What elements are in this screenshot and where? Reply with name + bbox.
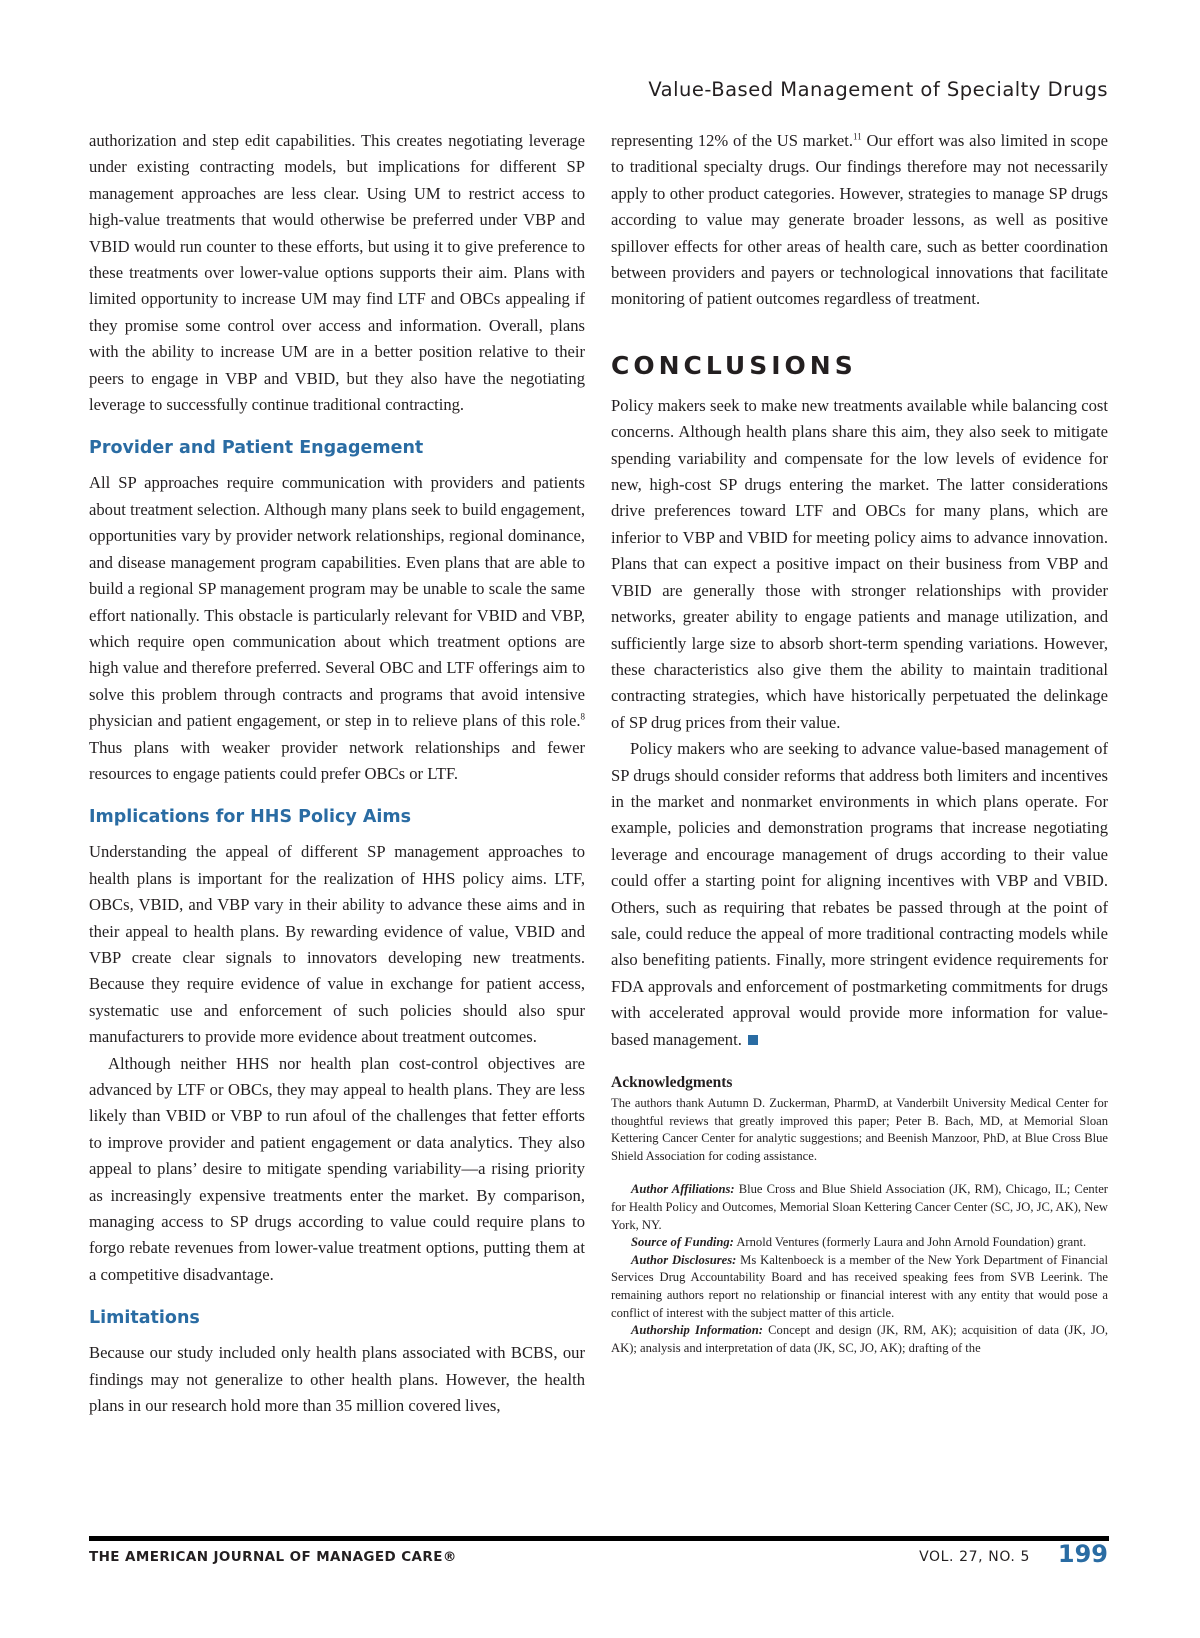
note-label: Source of Funding:	[631, 1235, 734, 1250]
section-heading-hhs-policy: Implications for HHS Policy Aims	[89, 807, 412, 828]
paragraph-text: Our effort was also limited in scope to traditional specialty drugs. Our findings therefore may not necessarily apply to other product categories. However, strategies to manage SP drugs according to value may generate broader lessons, as well as positive spillover effects for other areas of health care, such as better coordination between providers and payers or technological innovations that facilitate monitoring of patient outcomes regardless of treatment.	[611, 131, 1108, 309]
page-number: 199	[1057, 1540, 1108, 1568]
section-heading-limitations: Limitations	[89, 1308, 200, 1329]
running-head: Value-Based Management of Specialty Drugs	[648, 78, 1108, 101]
section-heading-provider-engagement: Provider and Patient Engagement	[89, 438, 424, 459]
volume-issue: VOL. 27, NO. 5	[919, 1549, 1030, 1565]
footer-rule	[89, 1536, 1109, 1541]
note-text: Blue Cross and Blue Shield Association (JK, RM), Chicago, IL; Center for Health Policy and Outcomes, Memorial Sloan Kettering Cancer Center (SC, JO, JC, AK), New York, NY.	[611, 1182, 1109, 1232]
paragraph	[611, 128, 1108, 313]
note-label: Author Disclosures:	[631, 1252, 737, 1267]
article-notes	[611, 1095, 1108, 1357]
note-label: Authorship Information:	[631, 1323, 763, 1338]
journal-name: THE AMERICAN JOURNAL OF MANAGED CARE®	[89, 1549, 457, 1565]
paragraph: Understanding the appeal of different SP management approaches to health plans is important for the realization of HHS policy aims. LTF, OBCs, VBID, and VBP vary in their ability to advance these aims and in their appeal to health plans. By rewarding evidence of value, VBID and VBP create clear signals to innovators developing new treatments. Because they require evidence of value in exchange for patient access, systematic use and enforcement of such policies should also spur manufacturers to provide more evidence about treatment outcomes.	[89, 842, 585, 1047]
section-heading-conclusions: CONCLUSIONS	[611, 350, 857, 380]
source-of-funding	[611, 1234, 1108, 1252]
citation-superscript: 11	[853, 131, 862, 142]
right-column	[611, 128, 1108, 1357]
authorship-information	[611, 1322, 1108, 1357]
note-text: Arnold Ventures (formerly Laura and John Arnold Foundation) grant.	[733, 1235, 1087, 1250]
acknowledgments-text: The authors thank Autumn D. Zuckerman, PharmD, at Vanderbilt University Medical Center for thoughtful reviews that greatly improved this paper; Peter B. Bach, MD, at Memorial Sloan Kettering Cancer Center for analytic suggestions; and Beenish Manzoor, PhD, at Blue Cross Blue Shield Association for coding assistance.	[611, 1096, 1108, 1163]
note-text: Ms Kaltenboeck is a member of the New York Department of Financial Services Drug Accountability Board and has received speaking fees from SVB Leerink. The remaining authors report no relationship or financial interest with any entity that would pose a conflict of interest with the subject matter of this article.	[611, 1252, 1109, 1320]
citation-superscript: 8	[580, 711, 585, 722]
acknowledgments-heading: Acknowledgments	[611, 1074, 733, 1091]
paragraph-text: representing 12% of the US market.	[611, 131, 854, 150]
paragraph-text: Policy makers who are seeking to advance value-based management of SP drugs should consider reforms that address both limiters and incentives in the market and nonmarket environments in which plans operate. For example, policies and demonstration programs that increase negotiating leverage and encourage management of drugs according to their value could offer a starting point for aligning incentives with VBP and VBID. Others, such as requiring that rebates be passed through at the point of sale, could reduce the appeal of more traditional contracting models while also benefiting patients. Finally, more stringent evidence requirements for FDA approvals and enforcement of postmarketing commitments for drugs with accelerated approval would provide more information for value-based management.	[611, 739, 1108, 1049]
paragraph: Although neither HHS nor health plan cost-control objectives are advanced by LTF or OBCs, they may appeal to health plans. They are less likely than VBID or VBP to run afoul of the challenges that fetter efforts to improve provider and patient engagement or data analytics. They also appeal to plans’ desire to mitigate spending variability—a rising priority as increasingly expensive treatments enter the market. By comparison, managing access to SP drugs according to value could require plans to forgo rebate revenues from lower-value treatment options, putting them at a competitive disadvantage.	[89, 1053, 585, 1284]
paragraph: authorization and step edit capabilities. This creates negotiating leverage under existing contracting models, but implications for different SP management approaches are less clear. Using UM to restrict access to high-value treatments that would otherwise be preferred under VBP and VBID would run counter to these efforts, but using it to give preference to these treatments over lower-value options supports their aim. Plans with limited opportunity to increase UM may find LTF and OBCs appealing if they promise some control over access and information. Overall, plans with the ability to increase UM are in a better position relative to their peers to engage in VBP and VBID, but they also have the negotiating leverage to successfully continue traditional contracting.	[89, 131, 585, 415]
paragraph	[89, 470, 585, 787]
paragraph	[611, 736, 1108, 1053]
left-column	[89, 128, 585, 1419]
paragraph: Policy makers seek to make new treatments available while balancing cost concerns. Although health plans share this aim, they also seek to mitigate spending variability and compensate for the low levels of evidence for new, high-cost SP drugs entering the market. The latter considerations drive preferences toward LTF and OBCs for many plans, which are inferior to VBP and VBID for meeting policy aims to advance innovation. Plans that can expect a positive impact on their business from VBP and VBID are generally those with stronger relationships with provider networks, greater ability to engage patients and manage utilization, and sufficiently large size to absorb short-term spending variations. However, these characteristics also give them the ability to maintain traditional contracting strategies, which have historically perpetuated the delinkage of SP drug prices from their value.	[611, 395, 1108, 732]
paragraph-text: Thus plans with weaker provider network relationships and fewer resources to engage patients could prefer OBCs or LTF.	[89, 737, 585, 783]
square-end-mark-icon	[748, 1035, 758, 1045]
note-label: Author Affiliations:	[631, 1182, 735, 1197]
paragraph-text: All SP approaches require communication with providers and patients about treatment selection. Although many plans seek to build engagement, opportunities vary by provider network relationships, regional dominance, and disease management program capabilities. Even plans that are able to build a regional SP management program may be unable to scale the same effort nationally. This obstacle is particularly relevant for VBID and VBP, which require open communication about which treatment options are high value and therefore preferred. Several OBC and LTF offerings aim to solve this problem through contracts and programs that avoid intensive physician and patient engagement, or step in to relieve plans of this role.	[89, 473, 585, 731]
note-text: Concept and design (JK, RM, AK); acquisition of data (JK, JO, AK); analysis and interpretation of data (JK, SC, JO, AK); drafting of the	[611, 1323, 1108, 1355]
paragraph: Because our study included only health plans associated with BCBS, our findings may not generalize to other health plans. However, the health plans in our research hold more than 35 million covered lives,	[89, 1343, 585, 1416]
author-affiliations	[611, 1181, 1108, 1234]
author-disclosures	[611, 1252, 1108, 1322]
